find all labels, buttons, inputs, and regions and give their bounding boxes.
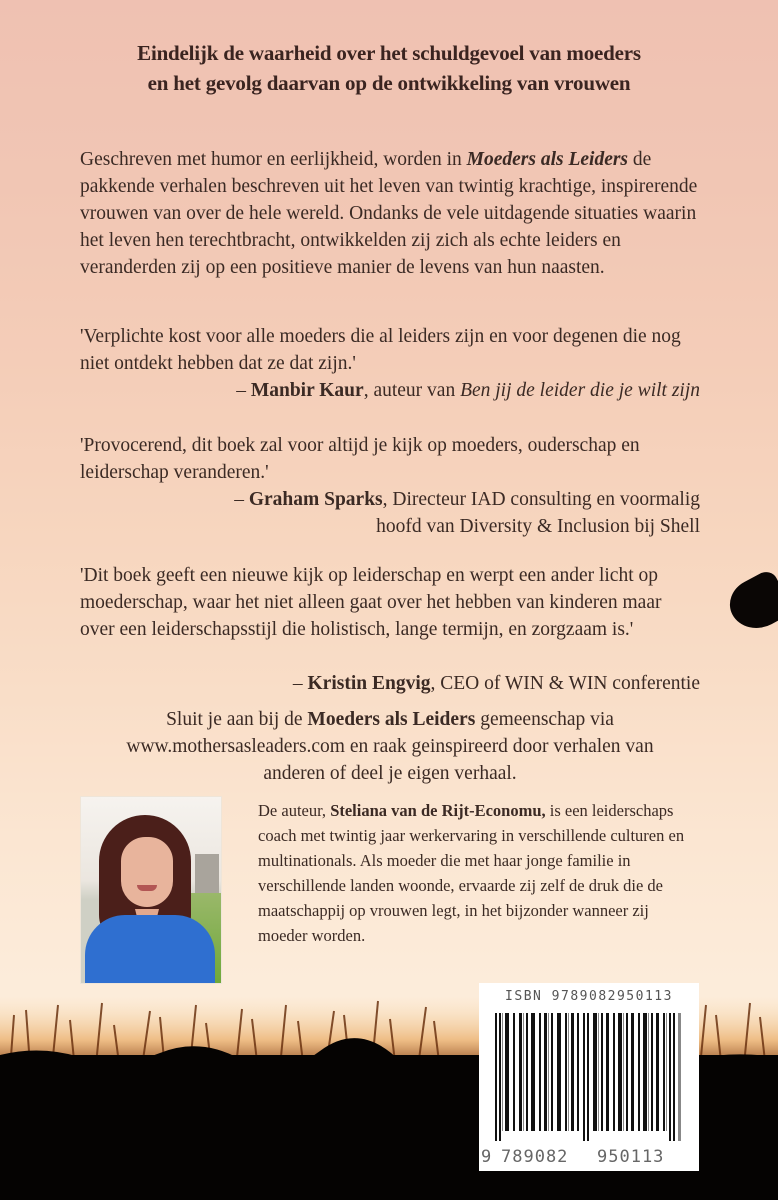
dash: – <box>292 673 308 694</box>
quote-role-line-2: hoofd van Diversity & Inclusion bij Shell <box>376 516 700 537</box>
dash: – <box>234 489 249 510</box>
digits-left: 789082 <box>501 1147 569 1167</box>
join-text: Sluit je aan bij de <box>166 709 308 730</box>
book-title: Moeders als Leiders <box>466 149 629 170</box>
quote-author: Manbir Kaur <box>250 380 364 401</box>
quote-role: , auteur van <box>363 380 461 401</box>
intro-text: Geschreven met humor en eerlijkheid, worden in <box>80 149 467 170</box>
digit-first: 9 <box>481 1147 493 1167</box>
barcode-bars <box>491 1013 687 1141</box>
join-text-cont: gemeenschap via www.mothersasleaders.com en raak geinspireerd door verhalen van anderen of deel je eigen verhaal. <box>126 709 654 784</box>
photo-smile <box>137 885 157 891</box>
bio-text: De auteur, <box>258 801 331 820</box>
quote-2: 'Provocerend, dit boek zal voor altijd je kijk op moeders, ouderschap en leiderschap veranderen.' <box>80 435 640 483</box>
dash: – <box>236 380 251 401</box>
digits-right: 950113 <box>597 1147 665 1167</box>
photo-face <box>121 837 173 907</box>
headline-line-1: Eindelijk de waarheid over het schuldgevoel van moeders <box>137 41 641 65</box>
intro-text-cont: de pakkende verhalen beschreven uit het leven van twintig krachtige, inspirerende vrouwen van over de hele wereld. Ondanks de vele uitdagende situaties waarin het leven hen terechtbracht, ontwikkelden zij zich als echte leiders en veranderden zij op een positieve manier de levens van hun naasten. <box>80 149 698 278</box>
author-name: Steliana van de Rijt-Economu, <box>330 801 546 820</box>
isbn-label: ISBN 9789082950113 <box>505 989 673 1004</box>
community-invitation <box>100 706 680 787</box>
community-name: Moeders als Leiders <box>307 709 476 730</box>
quote-author: Graham Sparks <box>248 489 383 510</box>
isbn-barcode <box>479 983 699 1171</box>
quote-book-title: Ben jij de leider die je wilt zijn <box>460 380 700 401</box>
quote-3-attribution <box>80 670 700 697</box>
headline-line-2: en het gevolg daarvan op de ontwikkeling van vrouwen <box>147 71 631 95</box>
quote-role: , Directeur IAD consulting en voormalig <box>382 489 700 510</box>
quote-1: 'Verplichte kost voor alle moeders die al leiders zijn en voor degenen die nog niet ontdekt hebben dat ze dat zijn.' <box>80 326 681 374</box>
photo-dress <box>85 915 215 983</box>
bio-text-cont: is een leiderschaps coach met twintig jaar werkervaring in verschillende culturen en multinationals. Als moeder die met haar jonge familie in verschillende landen woonde, ervaarde zij zelf de druk die de maatschappij op vrouwen legt, in het bijzonder wanneer zij moeder worden. <box>258 801 685 945</box>
quote-2-attribution <box>80 486 700 540</box>
quote-author: Kristin Engvig <box>307 673 431 694</box>
quote-3: 'Dit boek geeft een nieuwe kijk op leiderschap en werpt een ander licht op moederschap, waar het niet alleen gaat over het hebben van kinderen maar over een leiderschapsstijl die holistisch, lange termijn, en zorgzaam is.' <box>80 565 662 640</box>
photo-building <box>195 854 219 894</box>
horse-silhouette-icon <box>722 568 778 638</box>
quote-role: , CEO of WIN & WIN conferentie <box>430 673 700 694</box>
quote-1-attribution <box>80 377 700 404</box>
author-photo <box>81 797 221 983</box>
headline <box>0 38 778 98</box>
author-bio <box>258 798 698 948</box>
intro-paragraph <box>80 146 700 281</box>
